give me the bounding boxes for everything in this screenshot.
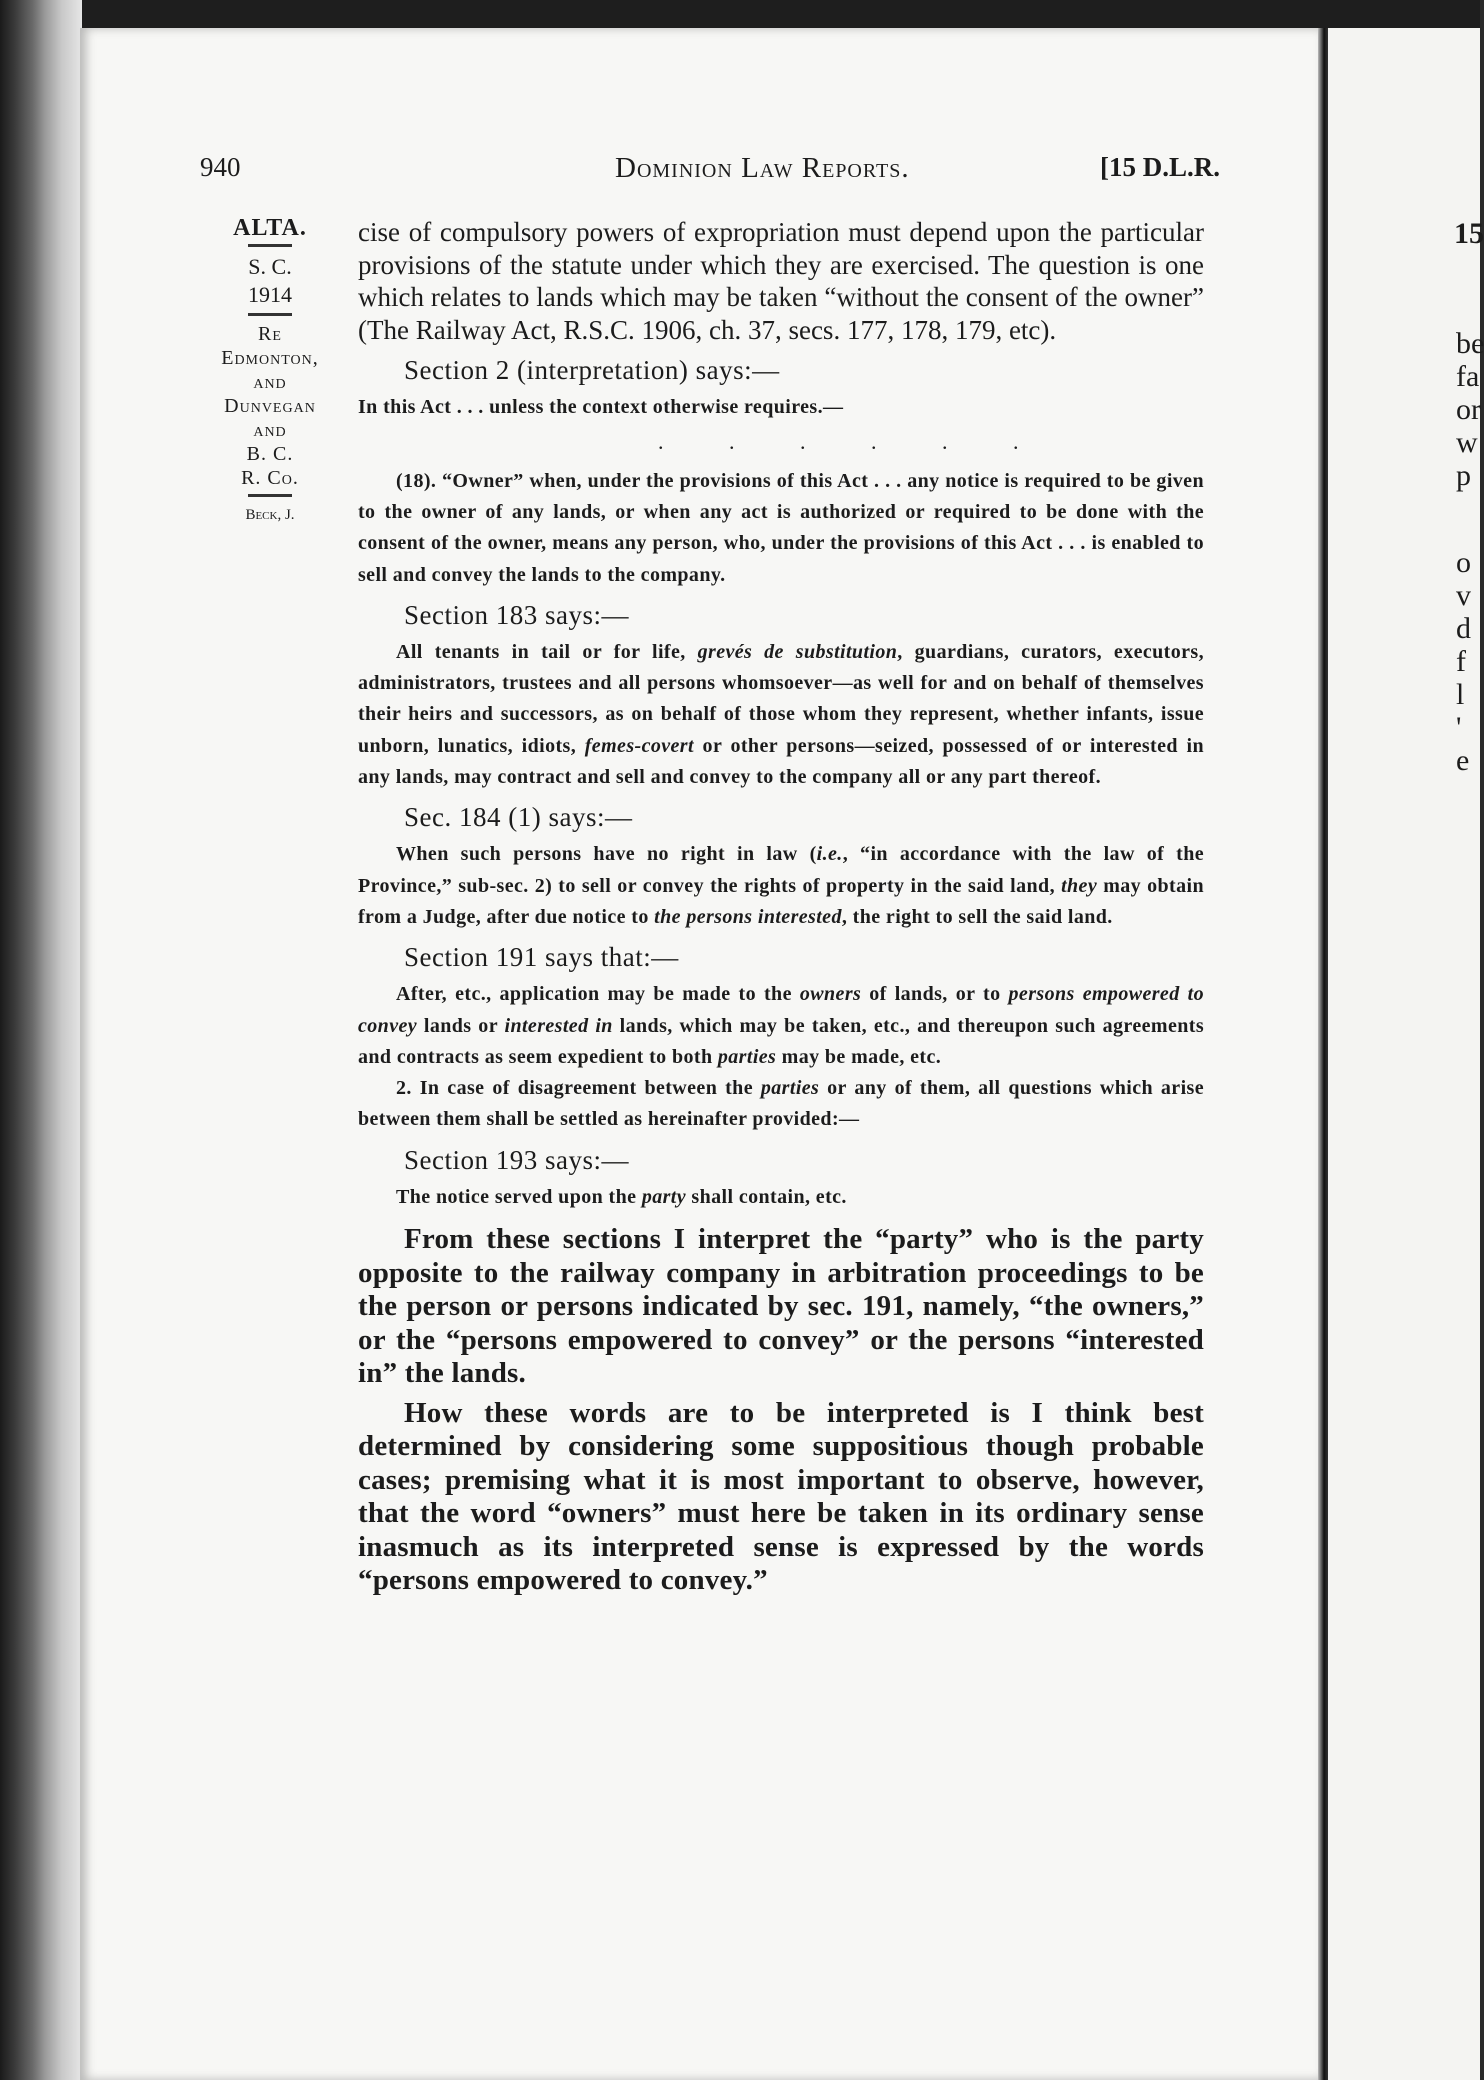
margin-judge: Beck, J. (245, 507, 295, 523)
facing-line: e (1456, 744, 1470, 777)
running-header (200, 152, 1220, 188)
margin-year: 1914 (248, 282, 292, 307)
margin-court: S. C. (248, 254, 292, 279)
facing-line: w (1456, 426, 1478, 459)
margin-rule (248, 494, 292, 497)
margin-case-line: Dunvegan (224, 395, 316, 417)
section-2-quote: In this Act . . . unless the context otherwise requires.— (358, 396, 844, 419)
facing-line: o (1456, 546, 1471, 579)
running-title: Dominion Law Reports. (615, 152, 910, 184)
ellipsis-dots: . . . . . . (658, 428, 1049, 454)
section-2-18-quote: (18). “Owner” when, under the provisions of this Act . . . any notice is required to be given to the owner of any lands, or when any act is authorized or required to be done with the consent of the owner, means any person, who, under the provisions of this Act . . . is enabled to sell and convey the lands to the company. (358, 469, 1204, 586)
margin-province: ALTA. (233, 215, 307, 241)
facing-line: d (1456, 612, 1471, 645)
main-text (358, 216, 1204, 1598)
facing-line: l (1456, 678, 1465, 711)
section-191-quote: After, etc., application may be made to the owners of lands, or to persons empowered to convey lands or interested in lands, which may be taken, etc., and thereupon such agreements and contracts as seem expedient to both parties may be made, etc. (358, 983, 1205, 1068)
facing-page-number: 15 (1454, 217, 1484, 250)
facing-page-fragment (1328, 28, 1484, 2080)
section-2-heading: Section 2 (interpretation) says:— (404, 355, 780, 386)
book-binding-edge (0, 0, 82, 2080)
body-paragraph-1: From these sections I interpret the “party” who is the party opposite to the railway company in arbitration proceedings to be the person or persons indicated by sec. 191, namely, “the owners,” or the “persons empowered to convey” or the persons “interested in” the lands. (358, 1223, 1204, 1390)
facing-line: ' (1456, 711, 1462, 744)
facing-line: v (1456, 579, 1471, 612)
margin-case-line: and (253, 419, 287, 441)
page-number: 940 (200, 152, 241, 182)
page-gutter (1318, 28, 1328, 2080)
margin-rule (248, 313, 292, 316)
margin-note (200, 216, 340, 527)
section-193-quote: The notice served upon the party shall contain, etc. (396, 1185, 847, 1208)
section-193-heading: Section 193 says:— (404, 1144, 629, 1175)
margin-case-line: B. C. (246, 443, 294, 465)
margin-case-line: Re (258, 323, 282, 345)
section-191-2-quote: 2. In case of disagreement between the parties or any of them, all questions which arise between them shall be settled as hereinafter provided:— (358, 1077, 1204, 1131)
section-183-quote: All tenants in tail or for life, grevés de substitution, guardians, curators, executors, administrators, trustees and all persons whomsoever—as well for and on behalf of themselves their heirs and successors, as on behalf of those whom they represent, whether infants, issue unborn, lunatics, idiots, femes-covert or other persons—seized, possessed of or interested in any lands, may contract and sell and convey to the company all or any part thereof. (358, 640, 1204, 789)
margin-case-line: Edmonton, (221, 347, 319, 369)
scan-top-edge (0, 0, 1480, 30)
opening-paragraph: cise of compulsory powers of expropriation must depend upon the particular provisions of the statute under which they are exercised. The question is one which relates to lands which may be taken “without the consent of the owner” (The Railway Act, R.S.C. 1906, ch. 37, secs. 177, 178, 179, etc). (358, 217, 1204, 345)
body-paragraph-2: How these words are to be interpreted is I think best determined by considering some suppositious though probable cases; premising what it is most important to observe, however, that the word “owners” must here be taken in its ordinary sense inasmuch as its interpreted sense is expressed by the words “persons empowered to convey.” (358, 1396, 1204, 1597)
margin-case-line: R. Co. (241, 467, 299, 489)
section-184-quote: When such persons have no right in law (i.e., “in accordance with the law of the Province,” sub-sec. 2) to sell or convey the rights of property in the said land, they may obtain from a Judge, after due notice to the persons interested, the right to sell the said land. (358, 843, 1205, 928)
facing-line: fa (1456, 360, 1480, 393)
facing-line: be (1456, 327, 1484, 360)
facing-line: p (1456, 459, 1471, 492)
margin-rule (248, 244, 292, 247)
section-191-heading: Section 191 says that:— (404, 942, 679, 973)
margin-case-line: and (253, 371, 287, 393)
facing-line: or (1456, 393, 1481, 426)
section-184-heading: Sec. 184 (1) says:— (404, 802, 633, 833)
section-183-heading: Section 183 says:— (404, 599, 629, 630)
volume-reference: [15 D.L.R. (1100, 152, 1220, 182)
facing-line: f (1456, 645, 1466, 678)
